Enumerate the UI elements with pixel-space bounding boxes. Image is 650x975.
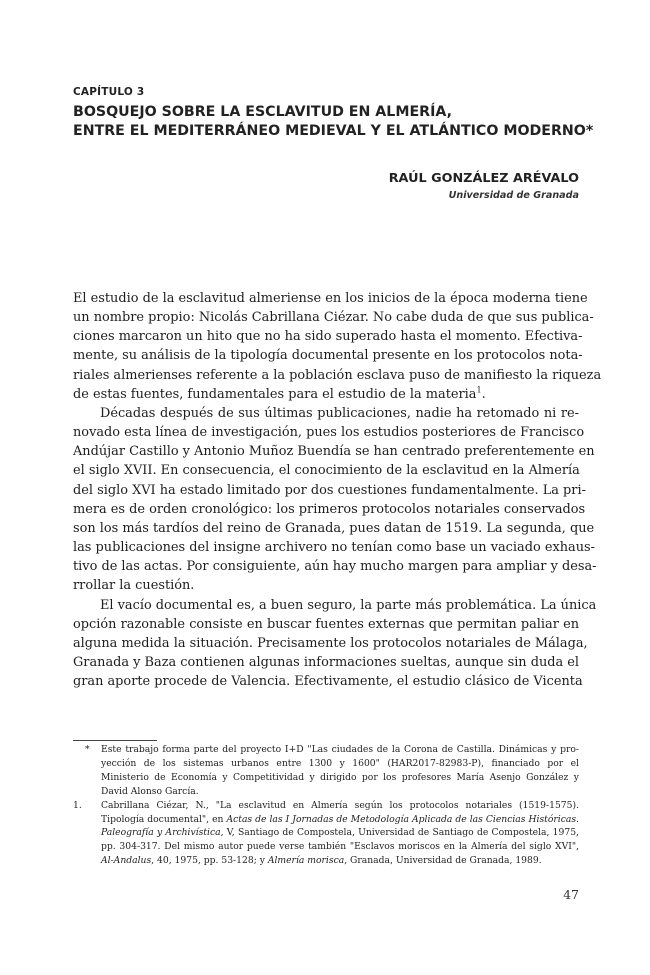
paragraph [73, 404, 597, 596]
text-fragment: de estas fuentes, fundamentales para el estudio de la materia [73, 386, 477, 402]
text-line: mente, su análisis de la tipología documental presente en los protocolos nota- [73, 348, 583, 364]
footnote-reference[interactable]: 1 [476, 385, 482, 395]
text-line: tivo de las actas. Por consiguiente, aún hay mucho margen para ampliar y desa- [73, 559, 597, 575]
text-fragment: . [481, 386, 486, 402]
text-line: Granada y Baza contienen algunas informaciones sueltas, aunque sin duda el [73, 654, 580, 670]
chapter-title [73, 103, 593, 141]
text-fragment: Tipología documental", en [101, 813, 227, 825]
text-line: ciones marcaron un hito que no ha sido superado hasta el momento. Efectiva- [73, 329, 583, 345]
text-fragment: , Granada, Universidad de Granada, 1989. [344, 855, 542, 867]
body-text [73, 289, 602, 691]
chapter-title-line: ENTRE EL MEDITERRÁNEO MEDIEVAL Y EL ATLÁNTICO MODERNO* [73, 123, 594, 139]
italic-title: Paleografía y Archivística [101, 827, 221, 839]
text-line: son los más tardíos del reino de Granada, pues datan de 1519. La segunda, que [73, 520, 595, 536]
text-line: alguna medida la situación. Precisamente los protocolos notariales de Málaga, [73, 635, 588, 651]
text-line: del siglo XVI ha estado limitado por dos cuestiones fundamentalmente. La pri- [73, 482, 586, 498]
text-fragment: , V, Santiago de Compostela, Universidad de Santiago de Compostela, 1975, [220, 827, 579, 839]
text-line [73, 385, 579, 404]
footnote-line: yección de los sistemas urbanos entre 1300 y 1600" (HAR2017-82983-P), financiado por el [101, 757, 579, 769]
footnote-star [73, 743, 579, 799]
author-affiliation: Universidad de Granada [448, 190, 579, 201]
text-line: un nombre propio: Nicolás Cabrillana Ciézar. No cabe duda de que sus publica- [73, 310, 594, 326]
text-line: novado esta línea de investigación, pues los estudios posteriores de Francisco [73, 425, 585, 441]
text-line: riales almerienses referente a la población esclava puso de manifiesto la riqueza [73, 367, 602, 383]
footnotes [73, 743, 579, 868]
page-number: 47 [563, 887, 579, 902]
footnote-marker: 1. [73, 799, 82, 811]
text-line: el siglo XVII. En consecuencia, el conocimiento de la esclavitud en la Almería [73, 463, 580, 479]
chapter-label: CAPÍTULO 3 [73, 86, 145, 98]
paragraph [73, 289, 602, 404]
chapter-title-line: BOSQUEJO SOBRE LA ESCLAVITUD EN ALMERÍA, [73, 104, 452, 120]
author-name: RAÚL GONZÁLEZ ARÉVALO [388, 171, 579, 186]
text-line: mera es de orden cronológico: los primeros protocolos notariales conservados [73, 501, 586, 517]
footnote-1 [73, 799, 579, 869]
text-line: El vacío documental es, a buen seguro, la parte más problemática. La única [100, 597, 597, 613]
footnote-line [101, 813, 579, 827]
text-fragment: , 40, 1975, pp. 53-128; y [151, 855, 268, 867]
footnote-marker: * [85, 744, 90, 755]
footnote-line [101, 826, 579, 840]
footnote-line: Este trabajo forma parte del proyecto I+D "Las ciudades de la Corona de Castilla. Dinámicas y pro- [101, 744, 579, 755]
text-line: opción razonable consiste en buscar fuentes externas que permitan paliar en [73, 616, 579, 632]
footnote-line: pp. 304-317. Del mismo autor puede verse también "Esclavos moriscos en la Almería del siglo XVI", [101, 841, 579, 853]
text-line: gran aporte procede de Valencia. Efectivamente, el estudio clásico de Vicenta [73, 674, 583, 690]
text-line: rrollar la cuestión. [73, 578, 195, 594]
footnote-line: Cabrillana Ciézar, N., "La esclavitud en Almería según los protocolos notariales (1519-1575). [101, 799, 579, 811]
footnote-separator [73, 740, 157, 741]
footnote-line [101, 854, 579, 868]
italic-title: Almería morisca [267, 855, 345, 867]
text-line: Andújar Castillo y Antonio Muñoz Buendía se han centrado preferentemente en [73, 444, 595, 460]
text-line: las publicaciones del insigne archivero no tenían como base un vaciado exhaus- [73, 540, 595, 556]
text-line: Décadas después de sus últimas publicaciones, nadie ha retomado ni re- [100, 405, 579, 421]
footnote-line: David Alonso García. [101, 785, 199, 797]
text-line: El estudio de la esclavitud almeriense en los inicios de la época moderna tiene [73, 291, 588, 306]
paragraph [73, 596, 597, 692]
italic-title: Actas de las I Jornadas de Metodología Aplicada de las Ciencias Históricas. [226, 813, 579, 825]
footnote-line: Ministerio de Economía y Competitividad y dirigido por los profesores María Asenjo González y [101, 771, 579, 783]
italic-title: Al-Andalus [101, 855, 152, 867]
